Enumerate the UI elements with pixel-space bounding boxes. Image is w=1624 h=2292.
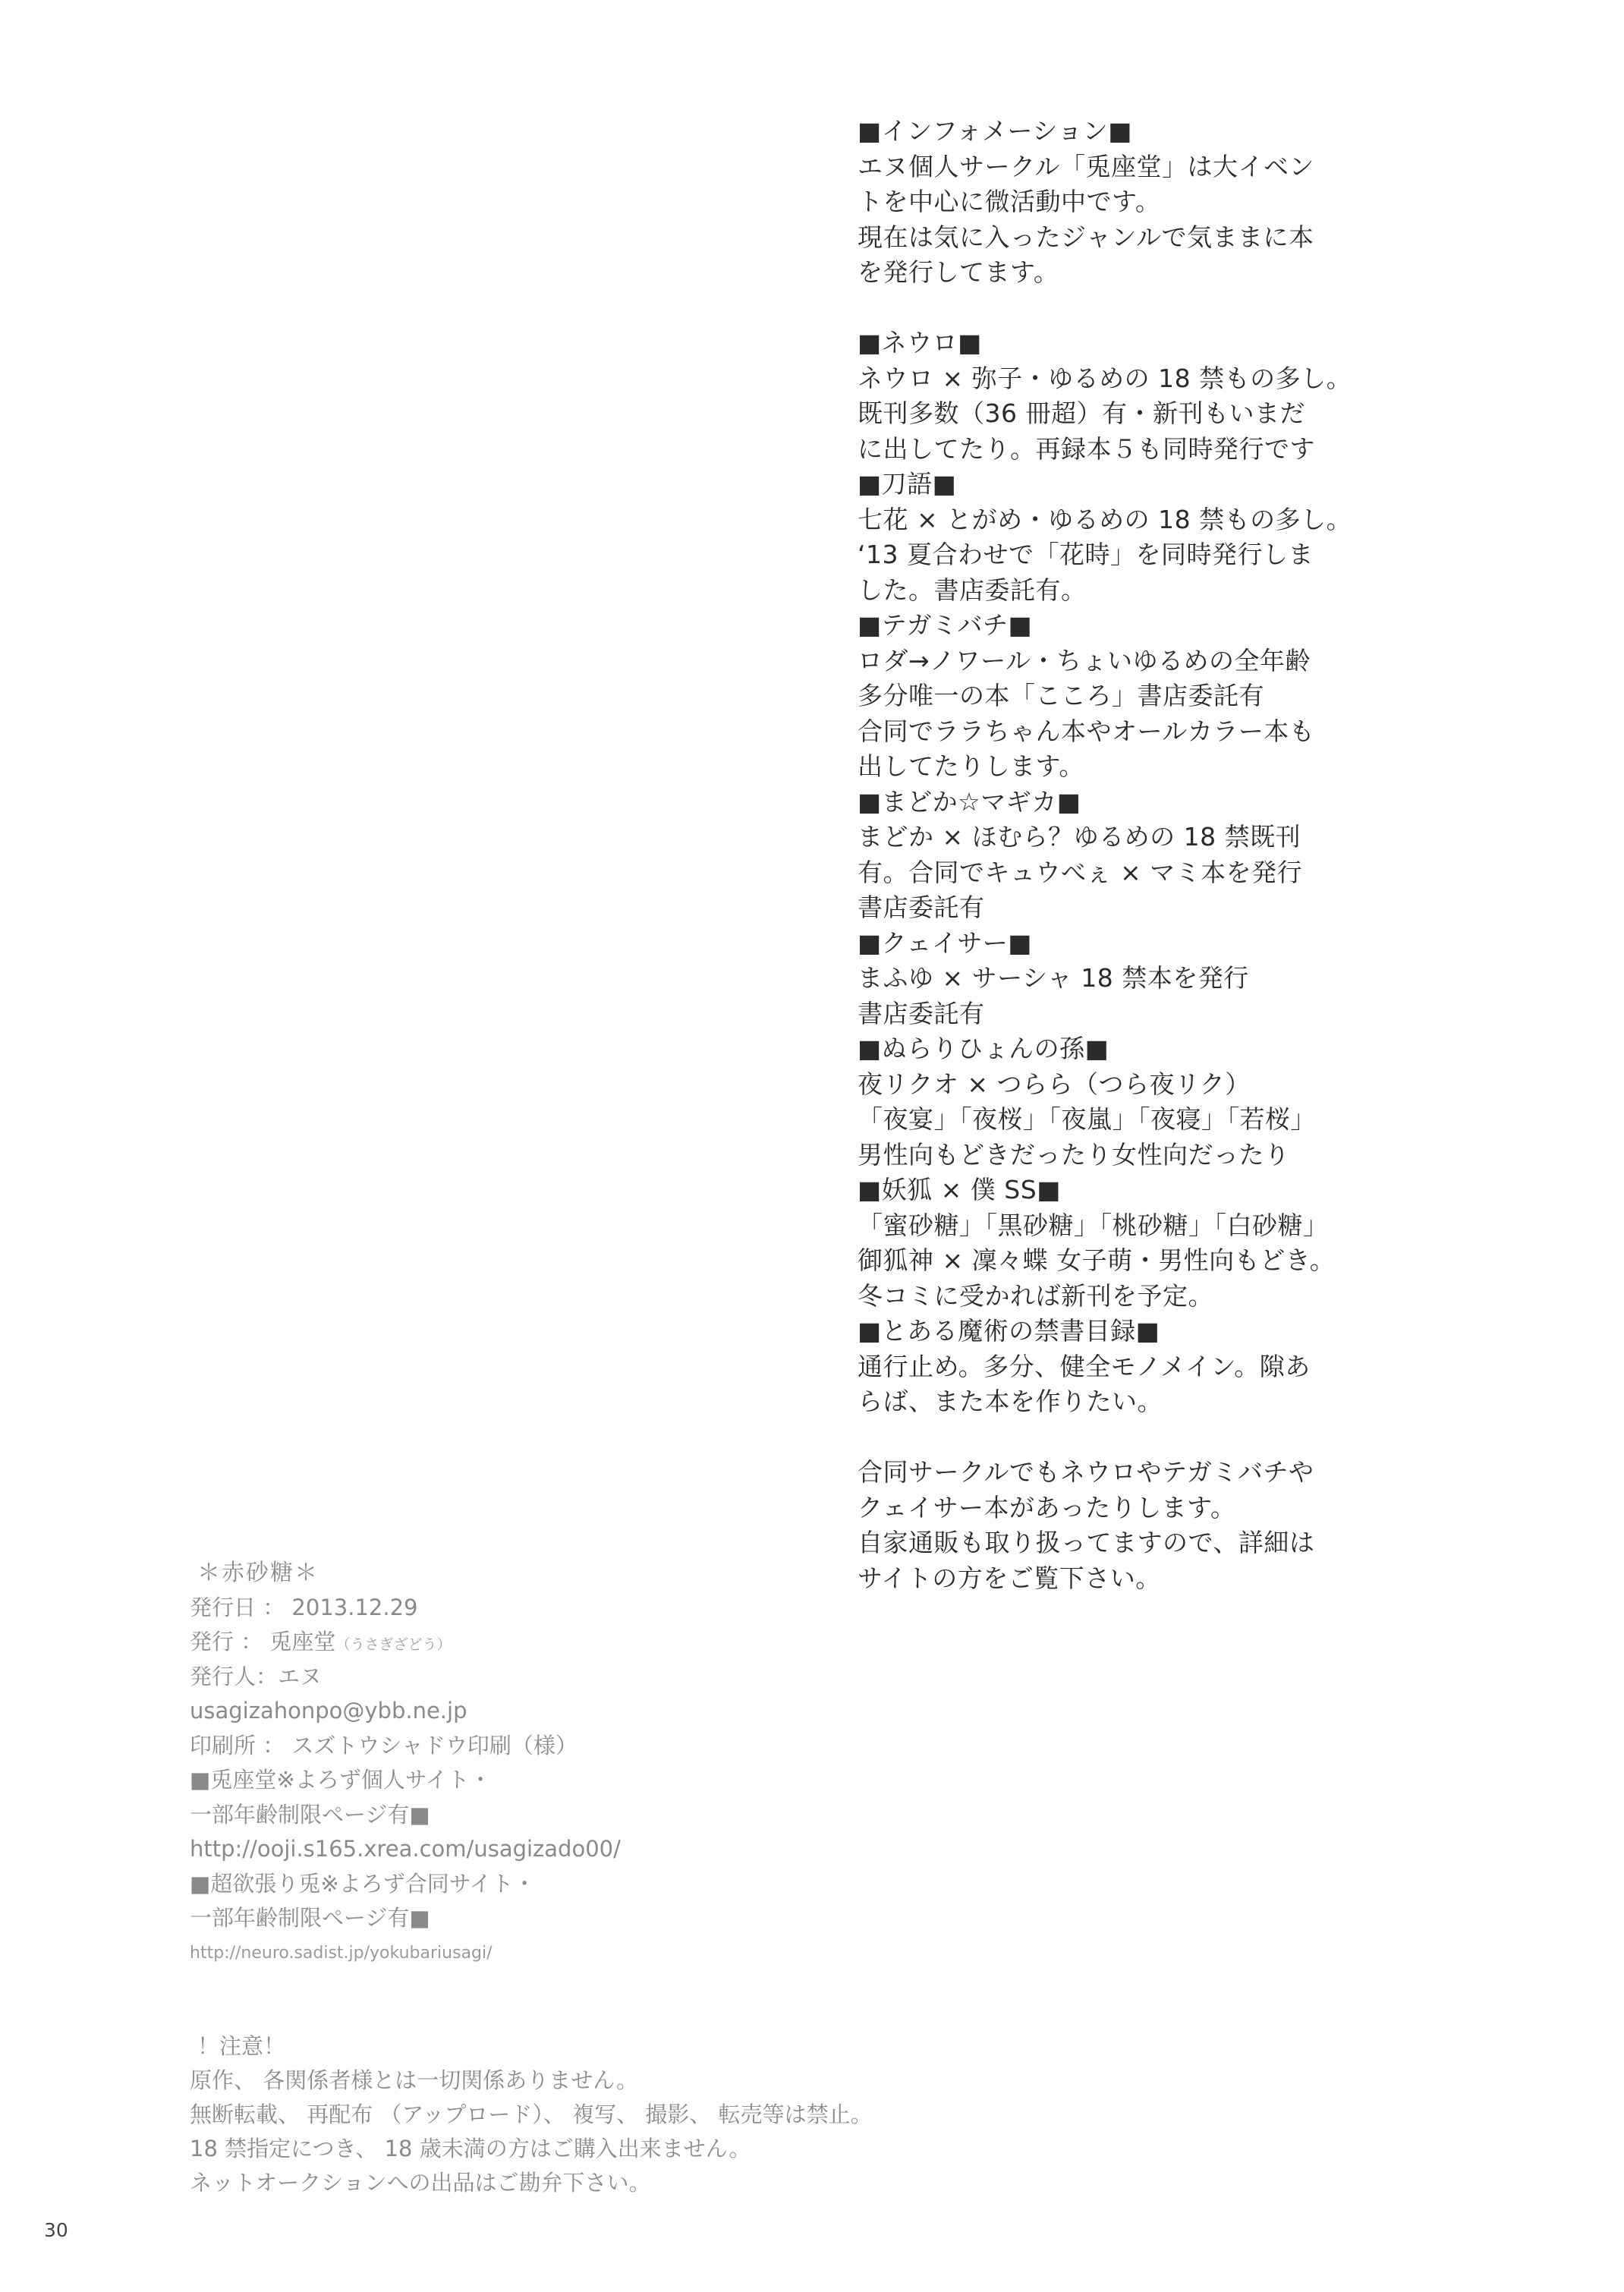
info-line: 冬コミに受かれば新刊を予定。	[858, 1280, 1213, 1311]
site2-description-cont: 一部年齢制限ページ有■	[190, 1905, 430, 1931]
info-line: ‘13 夏合わせで「花時」を同時発行しま	[858, 540, 1314, 569]
site2-url: http://neuro.sadist.jp/yokubariusagi/	[190, 1943, 493, 1963]
info-line: 「蜜砂糖」「黒砂糖」「桃砂糖」「白砂糖」	[858, 1210, 1329, 1240]
section-heading-inu-x-boku: ■妖狐 × 僕 SS■	[858, 1175, 1061, 1204]
notice-section	[190, 2029, 949, 2200]
section-heading-quaser: ■クェイサー■	[858, 927, 1032, 958]
info-line: 合同サークルでもネウロやテガミバチや	[858, 1457, 1314, 1487]
info-line: 男性向もどきだったり女性向だったり	[858, 1139, 1290, 1170]
publisher	[190, 1625, 873, 1660]
info-line: まふゆ × サーシャ 18 禁本を発行	[858, 963, 1249, 993]
info-line: 「夜宴」「夜桜」「夜嵐」「夜寝」「若桜」	[858, 1104, 1316, 1134]
email-address: usagizahonpo@ybb.ne.jp	[190, 1698, 467, 1724]
info-line: トを中心に微活動中です。	[858, 187, 1161, 216]
info-line: まどか × ほむら？ゆるめの 18 禁既刊	[858, 822, 1301, 852]
section-heading-tegamibachi: ■テガミバチ■	[858, 610, 1033, 640]
info-line: した。書店委託有。	[858, 575, 1087, 605]
section-heading-katanagatari: ■刀語■	[858, 469, 957, 499]
info-line: 既刊多数（36 冊超）有・新刊もいまだ	[858, 398, 1305, 428]
colophon-title: ＊赤砂糖＊	[197, 1560, 319, 1586]
info-line: に出してたり。再録本５も同時発行です	[858, 433, 1315, 464]
info-line: 自家通販も取り扱ってますので、詳細は	[858, 1528, 1315, 1557]
section-heading-nurarihyon: ■ぬらりひょんの孫■	[858, 1034, 1109, 1063]
info-heading: ■インフォメーション■	[858, 116, 1132, 146]
colophon	[190, 1556, 873, 1970]
publisher-reading: （うさぎざどう）	[335, 1636, 452, 1653]
section-heading-neuro: ■ネウロ■	[858, 328, 982, 357]
printer: 印刷所 ： スズトウシャドウ印刷（様）	[190, 1732, 578, 1758]
author: 発行人：エヌ	[190, 1663, 323, 1689]
site1-description: ■兎座堂※よろず個人サイト・	[190, 1767, 492, 1793]
notice-line: ネットオークションへの出品はご勘弁下さい。	[190, 2170, 651, 2196]
info-line: 七花 × とがめ・ゆるめの 18 禁もの多し。	[858, 504, 1352, 534]
page-number: 30	[44, 2219, 68, 2241]
info-line: エヌ個人サークル「兎座堂」は大イベン	[858, 151, 1315, 181]
info-line: 書店委託有	[858, 893, 985, 922]
info-line: 有。合同でキュウべぇ × マミ本を発行	[858, 857, 1303, 887]
info-line: 多分唯一の本「こころ」書店委託有	[858, 681, 1264, 710]
notice-line: 無断転載、 再配布 （アップロード）、 複写、 撮影、 転売等は禁止。	[190, 2102, 873, 2127]
info-line: らば、また本を作りたい。	[858, 1387, 1163, 1416]
notice-line: 18 禁指定につき、 18 歳未満の方はご購入出来ません。	[190, 2136, 751, 2161]
publisher-name: 発行 ： 兎座堂	[190, 1629, 336, 1654]
notice-title: ！注意！	[197, 2033, 286, 2059]
info-line: ロダ→ノワール・ちょいゆるめの全年齢	[858, 645, 1311, 675]
site2-description: ■超欲張り兎※よろず合同サイト・	[190, 1870, 536, 1897]
section-heading-index: ■とある魔術の禁書目録■	[858, 1316, 1160, 1346]
notice-line: 原作、 各関係者様とは一切関係ありません。	[190, 2067, 638, 2093]
site1-description-cont: 一部年齢制限ページ有■	[190, 1801, 430, 1828]
site1-url: http://ooji.s165.xrea.com/usagizado00/	[190, 1836, 621, 1862]
circle-information	[858, 114, 1480, 1596]
blank-line	[858, 291, 1480, 326]
info-line: 合同でララちゃん本やオールカラー本も	[858, 716, 1315, 746]
info-line: ネウロ × 弥子・ゆるめの 18 禁もの多し。	[858, 363, 1352, 393]
info-line: 通行止め。多分、健全モノメイン。隙あ	[858, 1351, 1311, 1381]
info-line: クェイサー本があったりします。	[858, 1492, 1236, 1522]
info-line: を発行してます。	[858, 257, 1059, 287]
info-line: サイトの方をご覧下さい。	[858, 1563, 1161, 1593]
blank-line	[858, 1420, 1480, 1456]
publish-date: 発行日 ： 2013.12.29	[190, 1594, 418, 1620]
info-line: 出してたりします。	[858, 751, 1084, 781]
info-line: 書店委託有	[858, 998, 985, 1028]
info-line: 御狐神 × 凜々蝶 女子萌・男性向もどき。	[858, 1245, 1336, 1275]
section-heading-madoka: ■まどか☆マギカ■	[858, 786, 1081, 817]
info-line: 現在は気に入ったジャンルで気ままに本	[858, 222, 1314, 252]
info-line: 夜リクオ × つらら（つら夜リク）	[858, 1069, 1251, 1099]
